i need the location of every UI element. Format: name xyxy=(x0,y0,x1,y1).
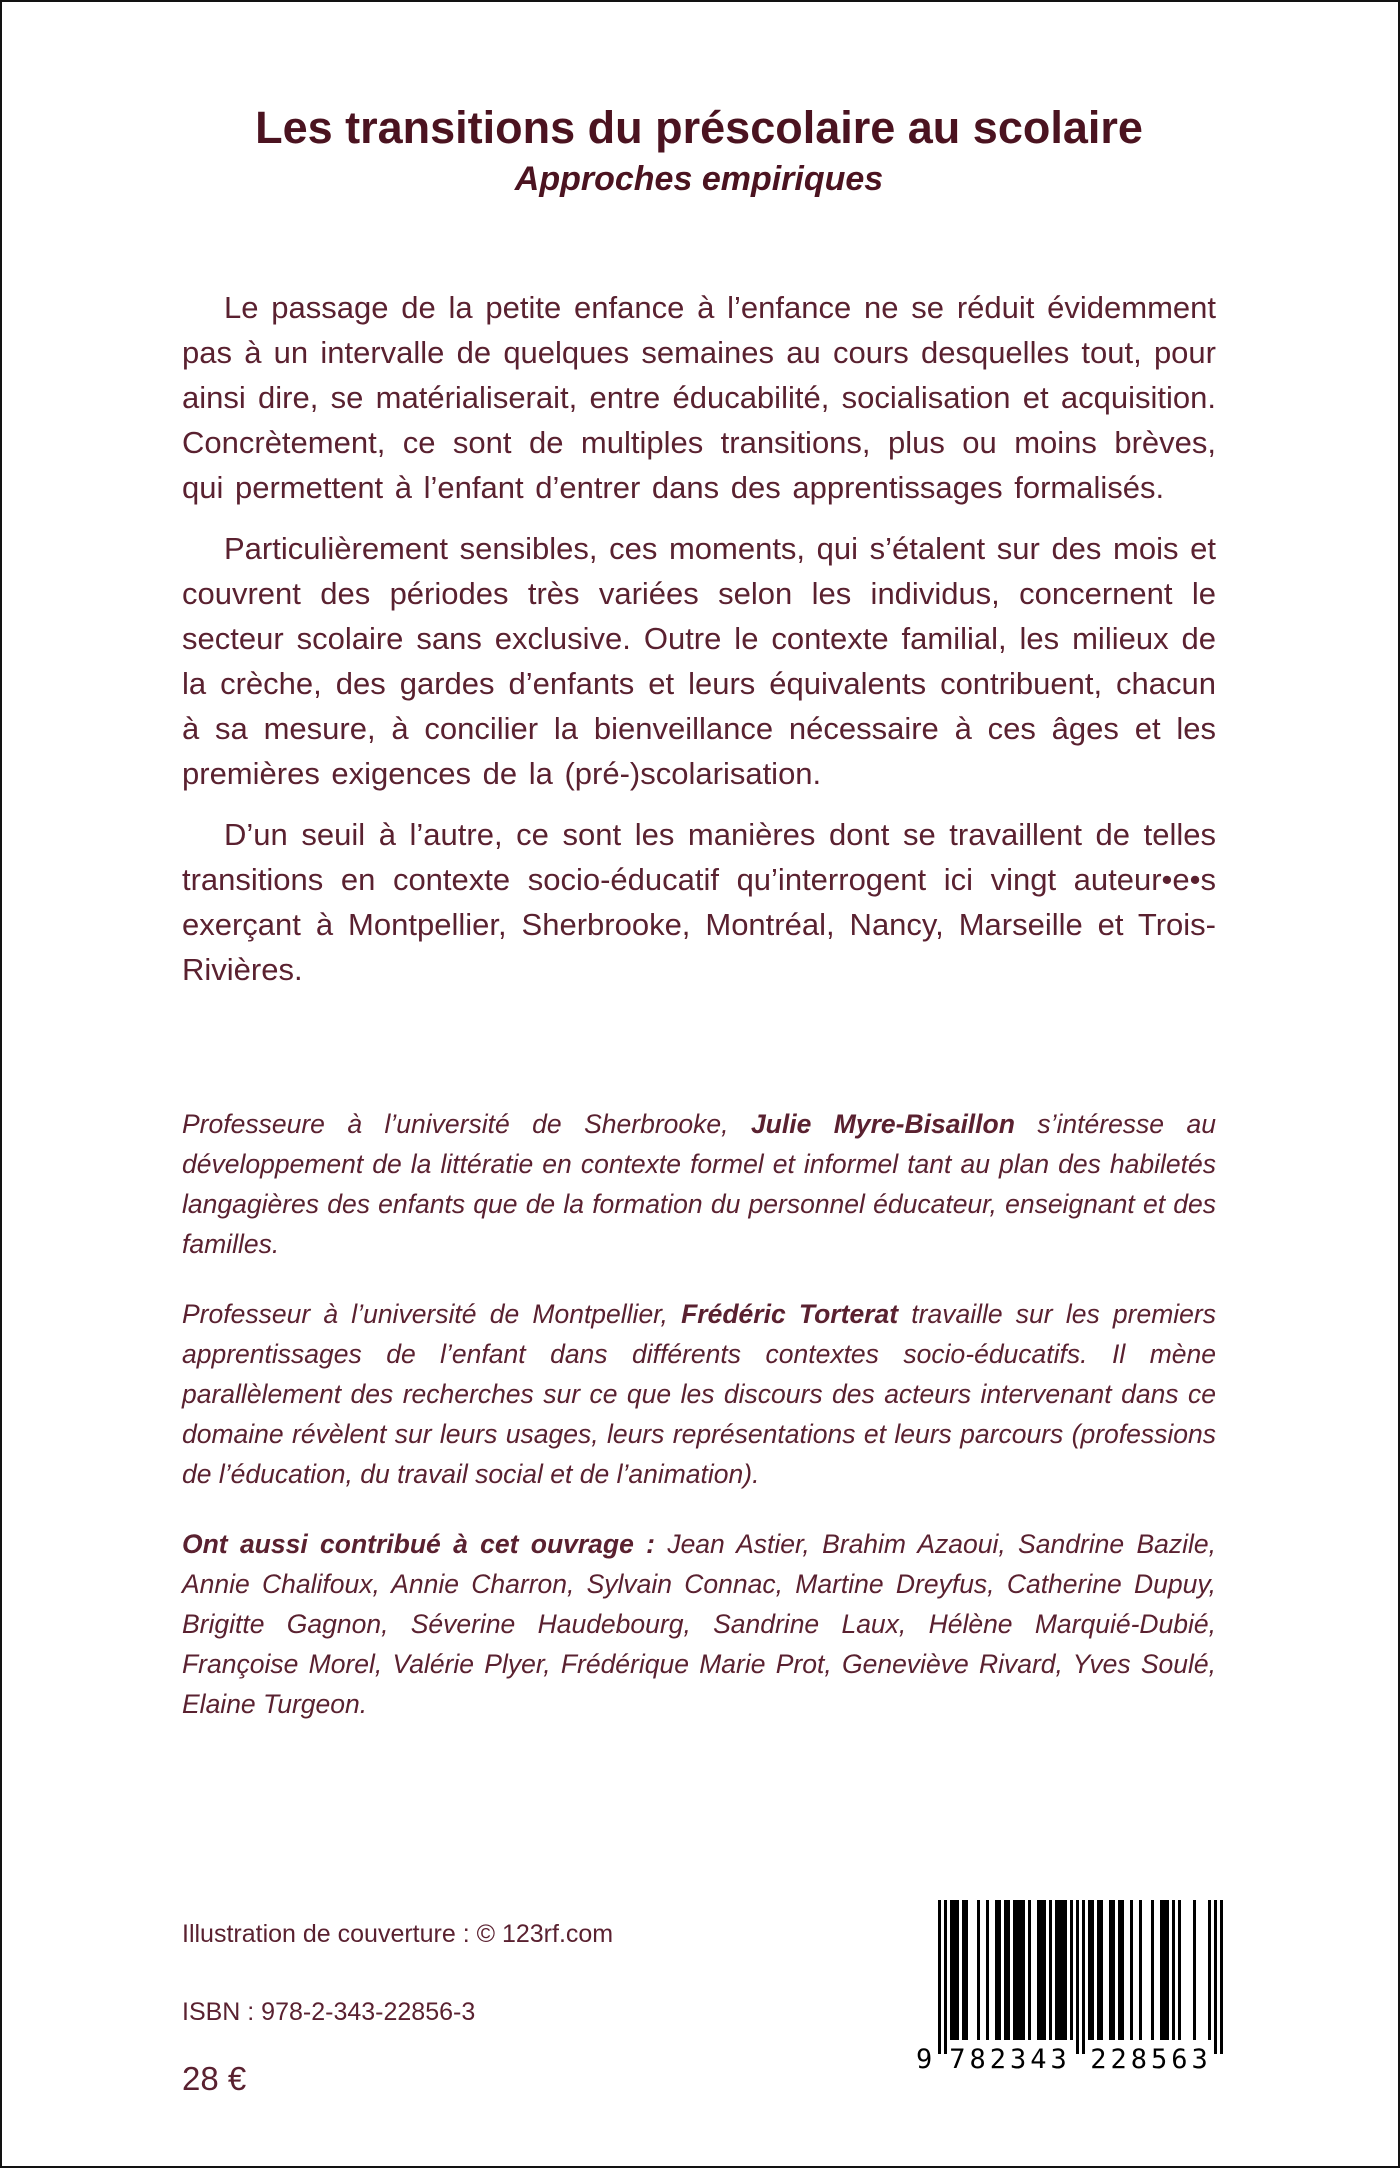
synopsis-paragraph-2: Particulièrement sensibles, ces moments, qui s’étalent sur des mois et couvrent des périodes très variées selon les individus, concernent le secteur scolaire sans exclusive. Outre le contexte familial, les milieux de la crèche, des gardes d’enfants et leurs équivalents contribuent, chacun à sa mesure, à concilier la bienveillance nécessaire à ces âges et les premières exigences de la (pré-)scolarisation. xyxy=(182,531,1216,791)
contributors-lead: Ont aussi contribué à cet ouvrage : xyxy=(182,1529,668,1559)
contributors-paragraph xyxy=(182,1524,1216,1724)
author-name: Frédéric Torterat xyxy=(681,1299,899,1329)
cover-illustration-credit: Illustration de couverture : © 123rf.com xyxy=(182,1920,614,1948)
author-bio-myre-bisaillon xyxy=(182,1104,1216,1264)
price: 28 € xyxy=(182,2060,247,2097)
bio-text: travaille sur les premiers apprentissages de l’enfant dans différents contextes socio-éducatifs. Il mène parallèlement des recherches sur ce que les discours des acteurs intervenant dans ce domaine révèlent sur leurs usages, leurs représentations et leurs parcours (professions de l’éducation, du travail social et de l’animation). xyxy=(182,1299,1216,1489)
synopsis-paragraph-3: D’un seuil à l’autre, ce sont les manières dont se travaillent de telles transitions en contexte socio-éducatif qu’interrogent ici vingt auteur•e•s exerçant à Montpellier, Sherbrooke, Montréal, Nancy, Marseille et Trois-Rivières. xyxy=(182,817,1216,987)
isbn: ISBN : 978-2-343-22856-3 xyxy=(182,1998,476,2026)
synopsis xyxy=(182,285,1216,992)
author-name: Julie Myre-Bisaillon xyxy=(750,1109,1015,1139)
cover-content xyxy=(2,102,1398,1724)
synopsis-paragraph-1: Le passage de la petite enfance à l’enfance ne se réduit évidemment pas à un intervalle de quelques semaines au cours desquelles tout, pour ainsi dire, se matérialiserait, entre éducabilité, socialisation et acquisition. Concrètement, ce sont de multiples transitions, plus ou moins brèves, qui permettent à l’enfant d’entrer dans des apprentissages formalisés. xyxy=(182,290,1216,505)
book-subtitle: Approches empiriques xyxy=(514,160,884,198)
barcode-digits-right: 228563 xyxy=(1090,2044,1212,2075)
book-title: Les transitions du préscolaire au scolaire xyxy=(255,102,1143,153)
author-bios xyxy=(182,1104,1216,1724)
bio-text: s’intéresse au développement de la littératie en contexte formel et informel tant au plan des habiletés langagières des enfants que de la formation du personnel éducateur, enseignant et des familles. xyxy=(182,1109,1216,1259)
contributors-names: Jean Astier, Brahim Azaoui, Sandrine Bazile, Annie Chalifoux, Annie Charron, Sylvain Connac, Martine Dreyfus, Catherine Dupuy, Brigitte Gagnon, Séverine Haudebourg, Sandrine Laux, Hélène Marquié-Dubié, Françoise Morel, Valérie Plyer, Frédérique Marie Prot, Geneviève Rivard, Yves Soulé, Elaine Turgeon. xyxy=(182,1529,1216,1719)
barcode xyxy=(916,1900,1232,2086)
bio-text: Professeur à l’université de Montpellier, xyxy=(182,1299,682,1329)
author-bio-torterat xyxy=(182,1294,1216,1494)
bio-text: Professeure à l’université de Sherbrooke, xyxy=(182,1109,751,1139)
barcode-digit-first: 9 xyxy=(916,2044,933,2075)
barcode-bars xyxy=(938,1900,1223,2056)
barcode-digits-left: 782343 xyxy=(949,2044,1071,2075)
barcode-number xyxy=(916,2042,1223,2078)
